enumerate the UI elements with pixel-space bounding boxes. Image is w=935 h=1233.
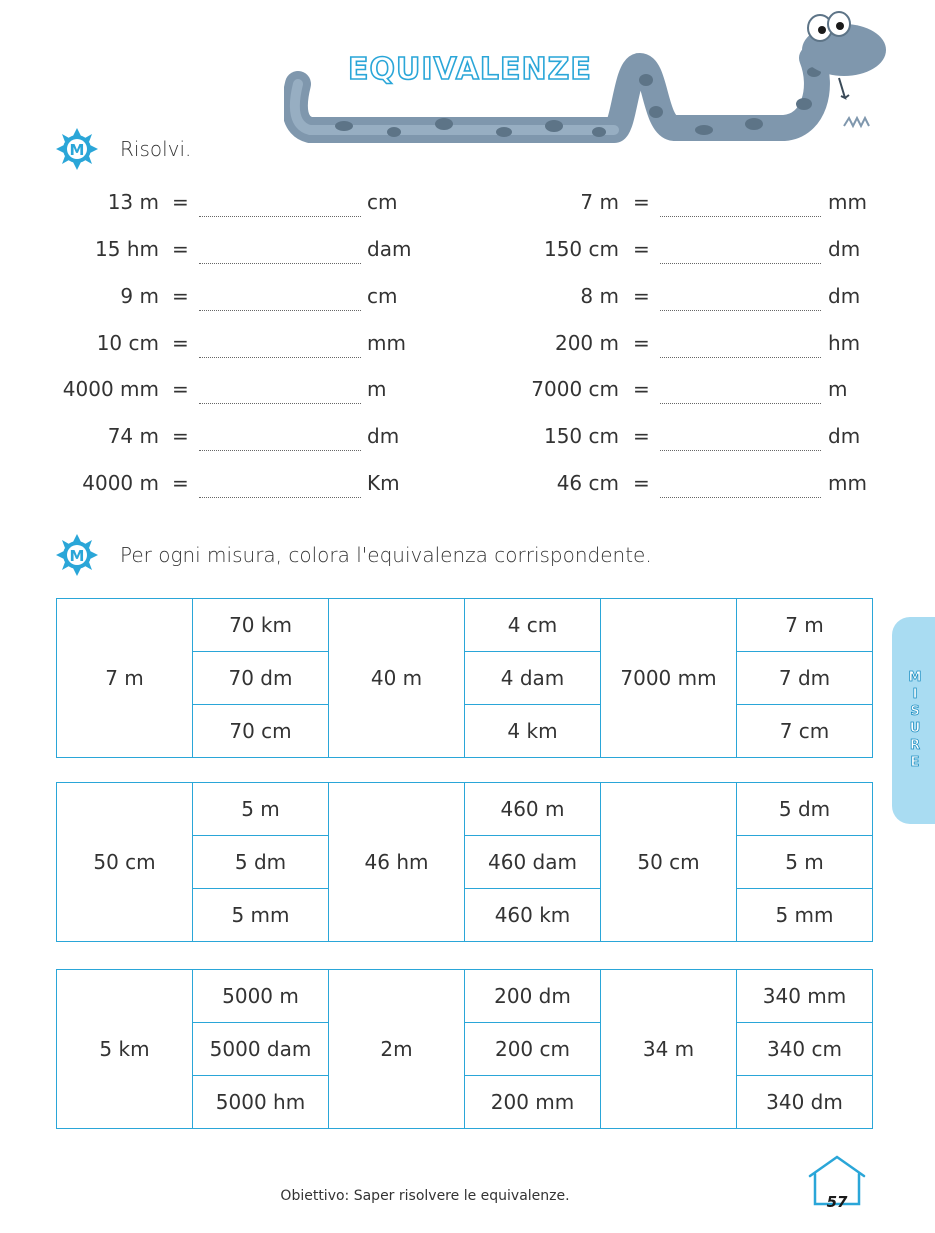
target-unit: m bbox=[367, 377, 387, 401]
given-measure: 46 cm bbox=[556, 471, 619, 495]
given-measure: 150 cm bbox=[543, 237, 619, 261]
option-cell[interactable]: 5 dm bbox=[737, 783, 873, 836]
instruction-color: Per ogni misura, colora l'equivalenza corrispondente. bbox=[120, 543, 652, 567]
answer-blank[interactable] bbox=[660, 216, 821, 217]
option-cell[interactable]: 5 mm bbox=[737, 889, 873, 942]
option-cell[interactable]: 7 dm bbox=[737, 652, 873, 705]
measure-cell: 50 cm bbox=[57, 783, 193, 942]
table-row bbox=[57, 970, 873, 1023]
equivalence-table bbox=[56, 782, 873, 942]
target-unit: dm bbox=[828, 237, 861, 261]
answer-blank[interactable] bbox=[660, 450, 821, 451]
option-cell[interactable]: 7 cm bbox=[737, 705, 873, 758]
table-row bbox=[57, 783, 873, 836]
equivalence-table bbox=[56, 598, 873, 758]
target-unit: dm bbox=[367, 424, 400, 448]
option-cell[interactable]: 340 cm bbox=[737, 1023, 873, 1076]
target-unit: Km bbox=[367, 471, 400, 495]
equivalence-row bbox=[0, 377, 900, 407]
given-measure: 15 hm bbox=[95, 237, 159, 261]
option-cell[interactable]: 340 dm bbox=[737, 1076, 873, 1129]
option-cell[interactable]: 4 km bbox=[465, 705, 601, 758]
option-cell[interactable]: 200 cm bbox=[465, 1023, 601, 1076]
given-measure: 150 cm bbox=[543, 424, 619, 448]
option-cell[interactable]: 7 m bbox=[737, 599, 873, 652]
given-measure: 7000 cm bbox=[531, 377, 619, 401]
equivalence-row bbox=[0, 424, 900, 454]
option-cell[interactable]: 200 dm bbox=[465, 970, 601, 1023]
equals-sign: = bbox=[172, 331, 189, 355]
target-unit: dm bbox=[828, 284, 861, 308]
option-cell[interactable]: 460 dam bbox=[465, 836, 601, 889]
equivalence-row bbox=[0, 284, 900, 314]
answer-blank[interactable] bbox=[660, 263, 821, 264]
target-unit: dm bbox=[828, 424, 861, 448]
measure-cell: 2m bbox=[329, 970, 465, 1129]
svg-text:M: M bbox=[69, 141, 85, 159]
svg-text:M: M bbox=[69, 547, 85, 565]
measure-cell: 40 m bbox=[329, 599, 465, 758]
equivalence-row bbox=[0, 190, 900, 220]
option-cell[interactable]: 4 cm bbox=[465, 599, 601, 652]
option-cell[interactable]: 70 km bbox=[193, 599, 329, 652]
option-cell[interactable]: 5 dm bbox=[193, 836, 329, 889]
measure-cell: 7000 mm bbox=[601, 599, 737, 758]
option-cell[interactable]: 5000 dam bbox=[193, 1023, 329, 1076]
equals-sign: = bbox=[172, 284, 189, 308]
target-unit: hm bbox=[828, 331, 861, 355]
table-row bbox=[57, 599, 873, 652]
equals-sign: = bbox=[633, 471, 650, 495]
option-cell[interactable]: 5 mm bbox=[193, 889, 329, 942]
equals-sign: = bbox=[633, 377, 650, 401]
measure-cell: 50 cm bbox=[601, 783, 737, 942]
target-unit: cm bbox=[367, 284, 398, 308]
target-unit: dam bbox=[367, 237, 412, 261]
equivalence-table bbox=[56, 969, 873, 1129]
option-cell[interactable]: 5000 m bbox=[193, 970, 329, 1023]
equals-sign: = bbox=[633, 284, 650, 308]
measure-cell: 7 m bbox=[57, 599, 193, 758]
equals-sign: = bbox=[633, 331, 650, 355]
option-cell[interactable]: 5000 hm bbox=[193, 1076, 329, 1129]
given-measure: 8 m bbox=[580, 284, 619, 308]
answer-blank[interactable] bbox=[660, 310, 821, 311]
section-tab-label: M I S U R E bbox=[908, 670, 922, 770]
footer-objective: Obiettivo: Saper risolvere le equivalenze. bbox=[280, 1188, 570, 1204]
given-measure: 200 m bbox=[554, 331, 619, 355]
option-cell[interactable]: 5 m bbox=[737, 836, 873, 889]
given-measure: 13 m bbox=[107, 190, 159, 214]
equivalence-row bbox=[0, 237, 900, 267]
option-cell[interactable]: 340 mm bbox=[737, 970, 873, 1023]
equivalence-row bbox=[0, 471, 900, 501]
page-number: 57 bbox=[826, 1193, 848, 1211]
equals-sign: = bbox=[172, 237, 189, 261]
target-unit: mm bbox=[367, 331, 406, 355]
equals-sign: = bbox=[172, 190, 189, 214]
answer-blank[interactable] bbox=[660, 497, 821, 498]
measure-cell: 5 km bbox=[57, 970, 193, 1129]
option-cell[interactable]: 5 m bbox=[193, 783, 329, 836]
measure-cell: 34 m bbox=[601, 970, 737, 1129]
page-title: EQUIVALENZE bbox=[348, 52, 592, 87]
option-cell[interactable]: 460 m bbox=[465, 783, 601, 836]
equals-sign: = bbox=[633, 237, 650, 261]
equals-sign: = bbox=[172, 377, 189, 401]
target-unit: mm bbox=[828, 471, 867, 495]
target-unit: m bbox=[828, 377, 848, 401]
given-measure: 9 m bbox=[120, 284, 159, 308]
equals-sign: = bbox=[633, 190, 650, 214]
option-cell[interactable]: 70 cm bbox=[193, 705, 329, 758]
option-cell[interactable]: 200 mm bbox=[465, 1076, 601, 1129]
measure-cell: 46 hm bbox=[329, 783, 465, 942]
target-unit: cm bbox=[367, 190, 398, 214]
option-cell[interactable]: 4 dam bbox=[465, 652, 601, 705]
given-measure: 10 cm bbox=[96, 331, 159, 355]
given-measure: 4000 mm bbox=[62, 377, 159, 401]
target-unit: mm bbox=[828, 190, 867, 214]
given-measure: 74 m bbox=[107, 424, 159, 448]
equals-sign: = bbox=[633, 424, 650, 448]
m-badge-icon bbox=[52, 126, 102, 172]
equivalence-row bbox=[0, 331, 900, 361]
option-cell[interactable]: 70 dm bbox=[193, 652, 329, 705]
answer-blank[interactable] bbox=[660, 357, 821, 358]
section-tab-misure bbox=[892, 617, 935, 824]
answer-blank[interactable] bbox=[660, 403, 821, 404]
given-measure: 7 m bbox=[580, 190, 619, 214]
equals-sign: = bbox=[172, 471, 189, 495]
equals-sign: = bbox=[172, 424, 189, 448]
option-cell[interactable]: 460 km bbox=[465, 889, 601, 942]
given-measure: 4000 m bbox=[82, 471, 159, 495]
m-badge-icon bbox=[52, 532, 102, 578]
instruction-solve: Risolvi. bbox=[120, 137, 192, 161]
